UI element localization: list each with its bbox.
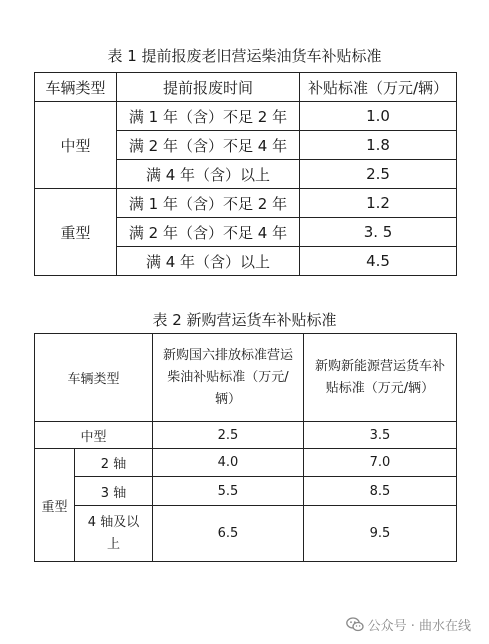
- table1-header-vehicle-type: 车辆类型: [35, 73, 117, 102]
- table1-subsidy-cell: 1.2: [300, 189, 457, 218]
- table2-axle-cell: 4 轴及以上: [75, 506, 153, 562]
- table2-diesel-cell: 5.5: [153, 477, 304, 506]
- table1-subsidy-cell: 4.5: [300, 247, 457, 276]
- table1-time-cell: 满 4 年（含）以上: [117, 160, 300, 189]
- table2-new-energy-cell: 9.5: [304, 506, 457, 562]
- table-row: [35, 506, 457, 562]
- table1-header-subsidy: 补贴标准（万元/辆）: [300, 73, 457, 102]
- table2-header-vehicle-type: 车辆类型: [35, 334, 153, 422]
- table-row: [35, 189, 457, 218]
- table1-header-row: [35, 73, 457, 102]
- table1-subsidy-cell: 3. 5: [300, 218, 457, 247]
- table1-time-cell: 满 1 年（含）不足 2 年: [117, 102, 300, 131]
- table1-time-cell: 满 2 年（含）不足 4 年: [117, 218, 300, 247]
- table1-type-heavy: 重型: [35, 189, 117, 276]
- table2-new-energy-cell: 7.0: [304, 449, 457, 477]
- watermark: [346, 615, 471, 634]
- table2-type-medium: 中型: [35, 422, 153, 449]
- table2-new-energy-cell: 3.5: [304, 422, 457, 449]
- table-row: [35, 477, 457, 506]
- table2-diesel-cell: 4.0: [153, 449, 304, 477]
- wechat-icon: [346, 617, 364, 632]
- table2-axle-cell: 2 轴: [75, 449, 153, 477]
- table1: [34, 72, 457, 276]
- table-row: [35, 422, 457, 449]
- table2-new-energy-cell: 8.5: [304, 477, 457, 506]
- table-row: [35, 449, 457, 477]
- table2-axle-cell: 3 轴: [75, 477, 153, 506]
- table1-header-scrap-time: 提前报废时间: [117, 73, 300, 102]
- table2-header-diesel: 新购国六排放标准营运柴油补贴标准（万元/辆）: [153, 334, 304, 422]
- table1-time-cell: 满 1 年（含）不足 2 年: [117, 189, 300, 218]
- table2-type-heavy: 重型: [35, 449, 75, 562]
- table1-type-medium: 中型: [35, 102, 117, 189]
- table2: [34, 333, 457, 562]
- table1-time-cell: 满 4 年（含）以上: [117, 247, 300, 276]
- table1-subsidy-cell: 1.8: [300, 131, 457, 160]
- table1-subsidy-cell: 2.5: [300, 160, 457, 189]
- watermark-text: 公众号 · 曲水在线: [367, 619, 471, 634]
- table2-header-row: [35, 334, 457, 422]
- table-row: [35, 102, 457, 131]
- table2-header-new-energy: 新购新能源营运货车补贴标准（万元/辆）: [304, 334, 457, 422]
- table1-caption: 表 1 提前报废老旧营运柴油货车补贴标准: [107, 47, 382, 65]
- table2-diesel-cell: 2.5: [153, 422, 304, 449]
- table1-subsidy-cell: 1.0: [300, 102, 457, 131]
- table2-diesel-cell: 6.5: [153, 506, 304, 562]
- table2-caption: 表 2 新购营运货车补贴标准: [152, 311, 337, 329]
- table1-time-cell: 满 2 年（含）不足 4 年: [117, 131, 300, 160]
